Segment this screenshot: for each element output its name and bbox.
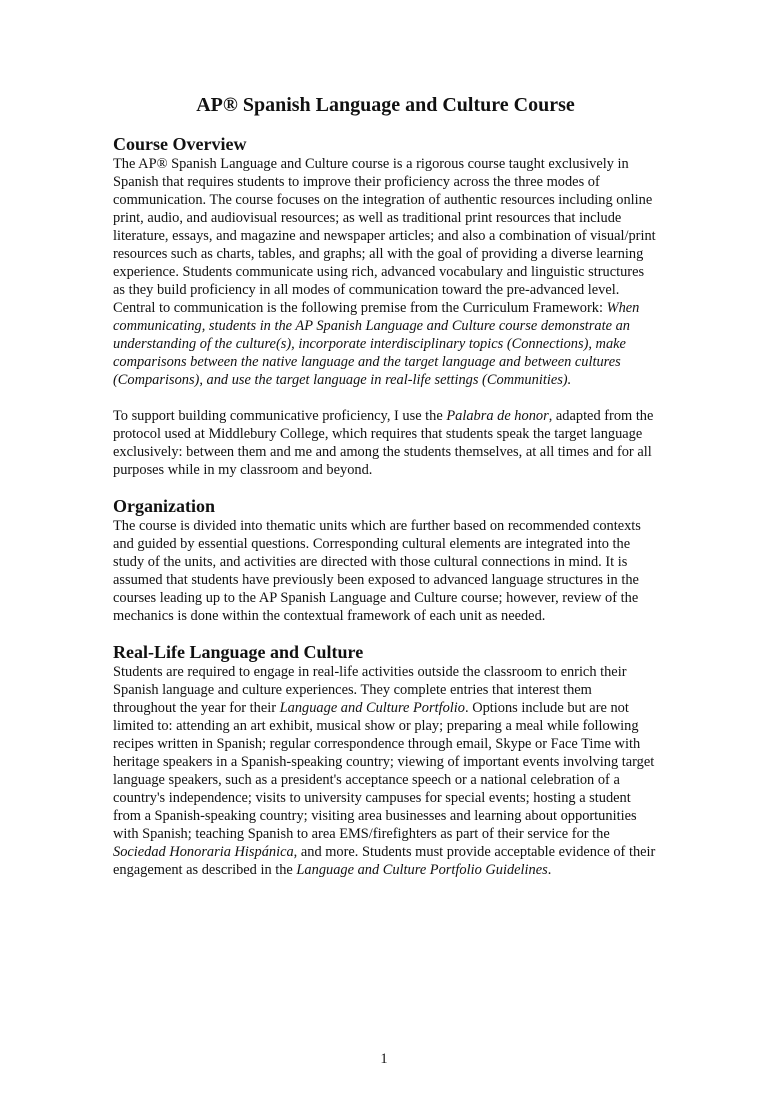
overview-paragraph-1 — [113, 155, 658, 389]
page-number: 1 — [380, 1051, 388, 1067]
section-heading-course-overview: Course Overview — [113, 134, 247, 154]
real-life-italic-1: Language and Culture Portfolio — [279, 700, 465, 716]
real-life-italic-3: Language and Culture Portfolio Guidelines — [296, 862, 548, 878]
section-heading-real-life: Real-Life Language and Culture — [113, 642, 364, 662]
organization-paragraph: The course is divided into thematic units which are further based on recommended contexts and guided by essential questions. Corresponding cultural elements are integrated into the study of the units, and activities are directed with those cultural connections in mind. It is assumed that students have previously been exposed to advanced language structures in the courses leading up to the AP Spanish Language and Culture course; however, review of the mechanics is done within the contextual framework of each unit as needed. — [113, 518, 641, 624]
document-page — [0, 92, 768, 1116]
real-life-text-3: , and more. Students must provide acceptable evidence of their engagement as described in the — [113, 844, 656, 878]
overview-p2-text-after: , adapted from the protocol used at Middlebury College, which requires that students speak the target language exclusively: between them and me and among the students themselves, at all times and for all purposes while in my classroom and beyond. — [113, 408, 654, 478]
overview-p1-italic-quote: When communicating, students in the AP Spanish Language and Culture course demonstrate an understanding of the culture(s), incorporate interdisciplinary topics (Connections), make comparisons between the native language and the target language and between cultures (Comparisons), and use the target language in real-life settings (Communities). — [113, 300, 640, 388]
document-title: AP® Spanish Language and Culture Course — [196, 94, 575, 116]
real-life-paragraph — [113, 663, 658, 879]
section-heading-organization: Organization — [113, 496, 215, 516]
overview-p2-italic: Palabra de honor — [446, 408, 549, 424]
overview-paragraph-2 — [113, 407, 658, 479]
real-life-text-4: . — [547, 862, 552, 878]
overview-p1-text: The AP® Spanish Language and Culture course is a rigorous course taught exclusively in Spanish that requires students to improve their proficiency across the three modes of communication. The course focuses on the integration of authentic resources including online print, audio, and audiovisual resources; as well as traditional print resources that include literature, essays, and magazine and newspaper articles; and also a combination of visual/print resources such as charts, tables, and graphs; all with the goal of providing a diverse learning experience. Students communicate using rich, advanced vocabulary and linguistic structures as they build proficiency in all modes of communication toward the pre-advanced level. Central to communication is the following premise from the Curriculum Framework: — [113, 156, 656, 316]
real-life-text-2: . Options include but are not limited to: attending an art exhibit, musical show or play; preparing a meal while following recipes written in Spanish; regular correspondence through email, Skype or Face Time with heritage speakers in a Spanish-speaking country; viewing of important events involving target language speakers, such as a president's acceptance speech or a national celebration of a country's independence; visits to university campuses for special events; hosting a student from a Spanish-speaking country; visiting area businesses and learning about opportunities with Spanish; teaching Spanish to area EMS/firefighters as part of their service for the — [113, 700, 655, 842]
real-life-text-1: Students are required to engage in real-life activities outside the classroom to enrich their Spanish language and culture experiences. They complete entries that interest them throughout the year for their — [113, 664, 627, 716]
overview-p2-text-before: To support building communicative proficiency, I use the — [113, 408, 447, 424]
real-life-italic-2: Sociedad Honoraria Hispánica — [113, 844, 294, 860]
